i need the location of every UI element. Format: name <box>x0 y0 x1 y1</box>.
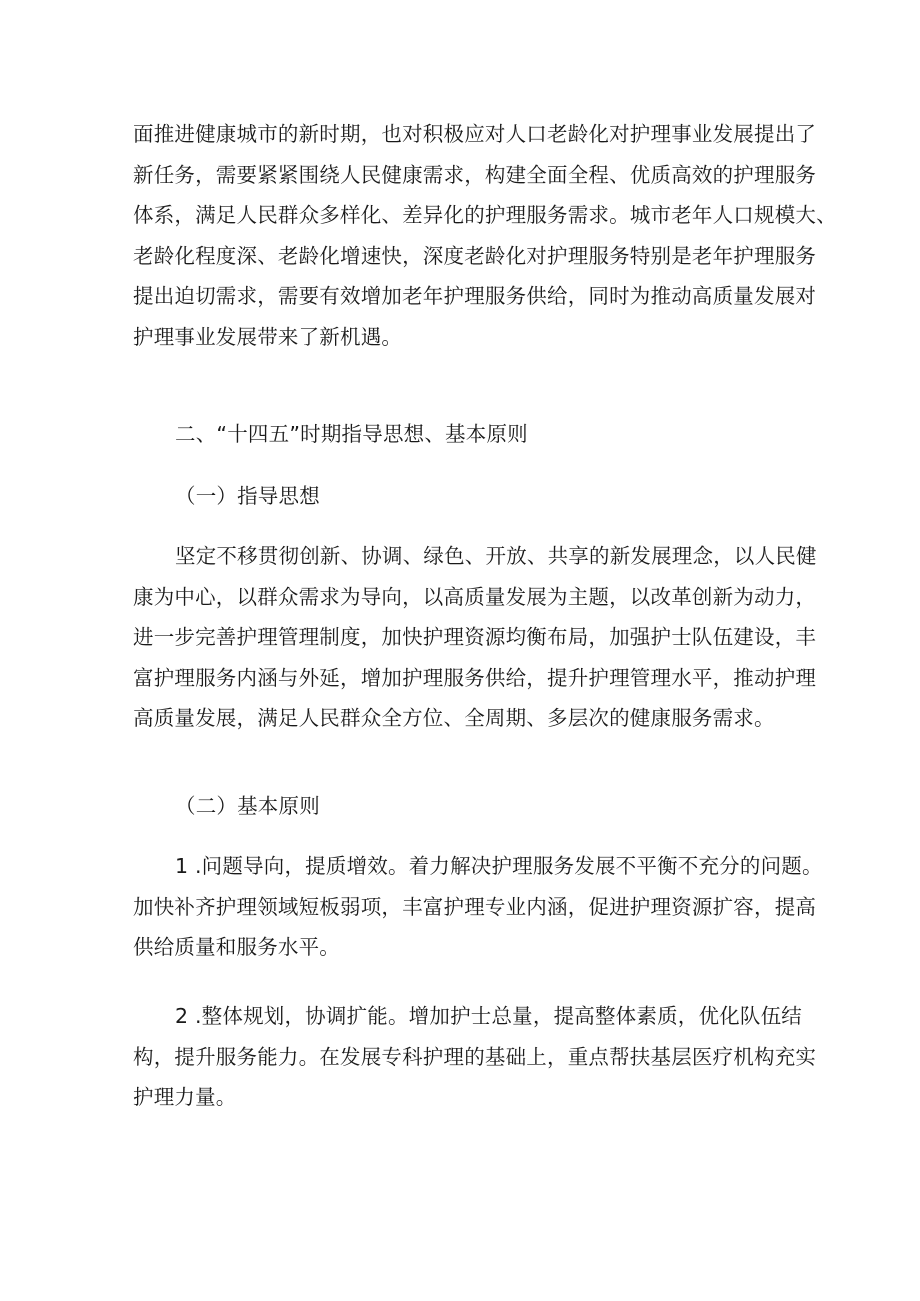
paragraph-line: 面推进健康城市的新时期，也对积极应对人口老龄化对护理事业发展提出了 <box>133 122 817 146</box>
paragraph-line: 康为中心，以群众需求为导向，以高质量发展为主题，以改革创新为动力， <box>133 584 817 609</box>
subheading-guiding-ideology <box>133 476 805 517</box>
paragraph-line: 2 .整体规划，协调扩能。增加护士总量，提高整体素质，优化队伍结 <box>175 1004 802 1028</box>
intro-continuation-paragraph <box>133 114 837 357</box>
paragraph-line: 加快补齐护理领域短板弱项，丰富护理专业内涵，促进护理资源扩容，提高 <box>133 894 817 919</box>
paragraph-line: 供给质量和服务水平。 <box>133 935 340 959</box>
subheading-text: （一）指导思想 <box>175 484 320 508</box>
principle-1-paragraph <box>133 846 823 968</box>
subheading-basic-principles <box>133 786 805 827</box>
paragraph-line: 构，提升服务能力。在发展专科护理的基础上，重点帮扶基层医疗机构充实 <box>133 1044 817 1069</box>
subheading-text: （二）基本原则 <box>175 794 320 818</box>
section-heading-text: 二、“十四五”时期指导思想、基本原则 <box>175 422 528 446</box>
paragraph-line: 高质量发展，满足人民群众全方位、全周期、多层次的健康服务需求。 <box>133 706 775 730</box>
paragraph-line: 新任务，需要紧紧围绕人民健康需求，构建全面全程、优质高效的护理服务 <box>133 162 817 187</box>
section-heading <box>133 414 805 455</box>
paragraph-line: 进一步完善护理管理制度，加快护理资源均衡布局，加强护士队伍建设，丰 <box>133 625 817 649</box>
guiding-ideology-paragraph <box>133 536 817 739</box>
paragraph-line: 提出迫切需求，需要有效增加老年护理服务供给，同时为推动高质量发展对 <box>133 284 817 308</box>
paragraph-line: 1 .问题导向，提质增效。着力解决护理服务发展不平衡不充分的问题。 <box>175 854 823 878</box>
paragraph-line: 护理力量。 <box>133 1085 237 1109</box>
paragraph-line: 坚定不移贯彻创新、协调、绿色、开放、共享的新发展理念，以人民健 <box>175 544 817 568</box>
paragraph-line: 老龄化程度深、老龄化增速快，深度老龄化对护理服务特别是老年护理服务 <box>133 243 817 268</box>
paragraph-line: 体系，满足人民群众多样化、差异化的护理服务需求。城市老年人口规模大、 <box>133 203 837 227</box>
paragraph-line: 富护理服务内涵与外延，增加护理服务供给，提升护理管理水平，推动护理 <box>133 665 817 690</box>
principle-2-paragraph <box>133 996 817 1118</box>
paragraph-line: 护理事业发展带来了新机遇。 <box>133 324 403 349</box>
